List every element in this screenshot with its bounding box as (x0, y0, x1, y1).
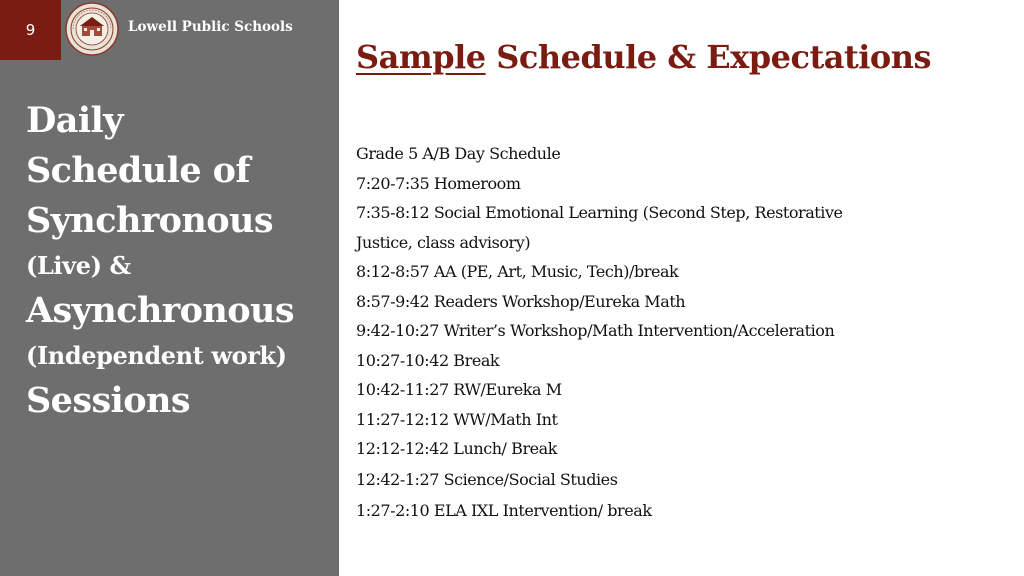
sidebar-title (26, 96, 331, 426)
list-item: 11:27-12:12 WW/Math Int (356, 409, 558, 429)
list-item: 10:27-10:42 Break (356, 350, 500, 370)
list-item: 12:42-1:27 Science/Social Studies (356, 469, 618, 489)
slide-number: 9 (25, 21, 36, 39)
list-item: 9:42-10:27 Writer’s Workshop/Math Intervention/Acceleration (356, 321, 835, 340)
list-item: 8:57-9:42 Readers Workshop/Eureka Math (356, 291, 686, 311)
slide-number-badge (0, 0, 61, 60)
org-name: Lowell Public Schools (128, 19, 293, 35)
list-item: 1:27-2:10 ELA IXL Intervention/ break (356, 500, 652, 520)
list-item: 10:42-11:27 RW/Eureka M (356, 380, 562, 399)
list-item: 8:12-8:57 AA (PE, Art, Music, Tech)/break (356, 262, 679, 281)
page-title-rest: Schedule & Expectations (485, 38, 932, 76)
page-title-underlined: Sample (356, 38, 486, 76)
list-item: 7:20-7:35 Homeroom (356, 173, 521, 193)
sidebar-title-line: Schedule of (26, 150, 250, 191)
sidebar-title-line: (Independent work) (26, 341, 287, 370)
sidebar-title-line: Sessions (26, 380, 190, 421)
list-item: Grade 5 A/B Day Schedule (356, 144, 561, 163)
sidebar-title-line: Synchronous (26, 200, 273, 241)
list-item: 7:35-8:12 Social Emotional Learning (Second Step, Restorative (356, 203, 843, 222)
sidebar-panel (0, 0, 339, 576)
schedule-list (356, 139, 1016, 526)
list-item: 12:12-12:42 Lunch/ Break (356, 439, 557, 458)
list-item: Justice, class advisory) (356, 232, 531, 252)
page-title (356, 38, 1016, 76)
sidebar-title-line: Daily (26, 100, 123, 141)
sidebar-title-line: Asynchronous (26, 290, 294, 331)
sidebar-title-line: (Live) & (26, 251, 131, 280)
school-seal-icon (65, 2, 119, 56)
